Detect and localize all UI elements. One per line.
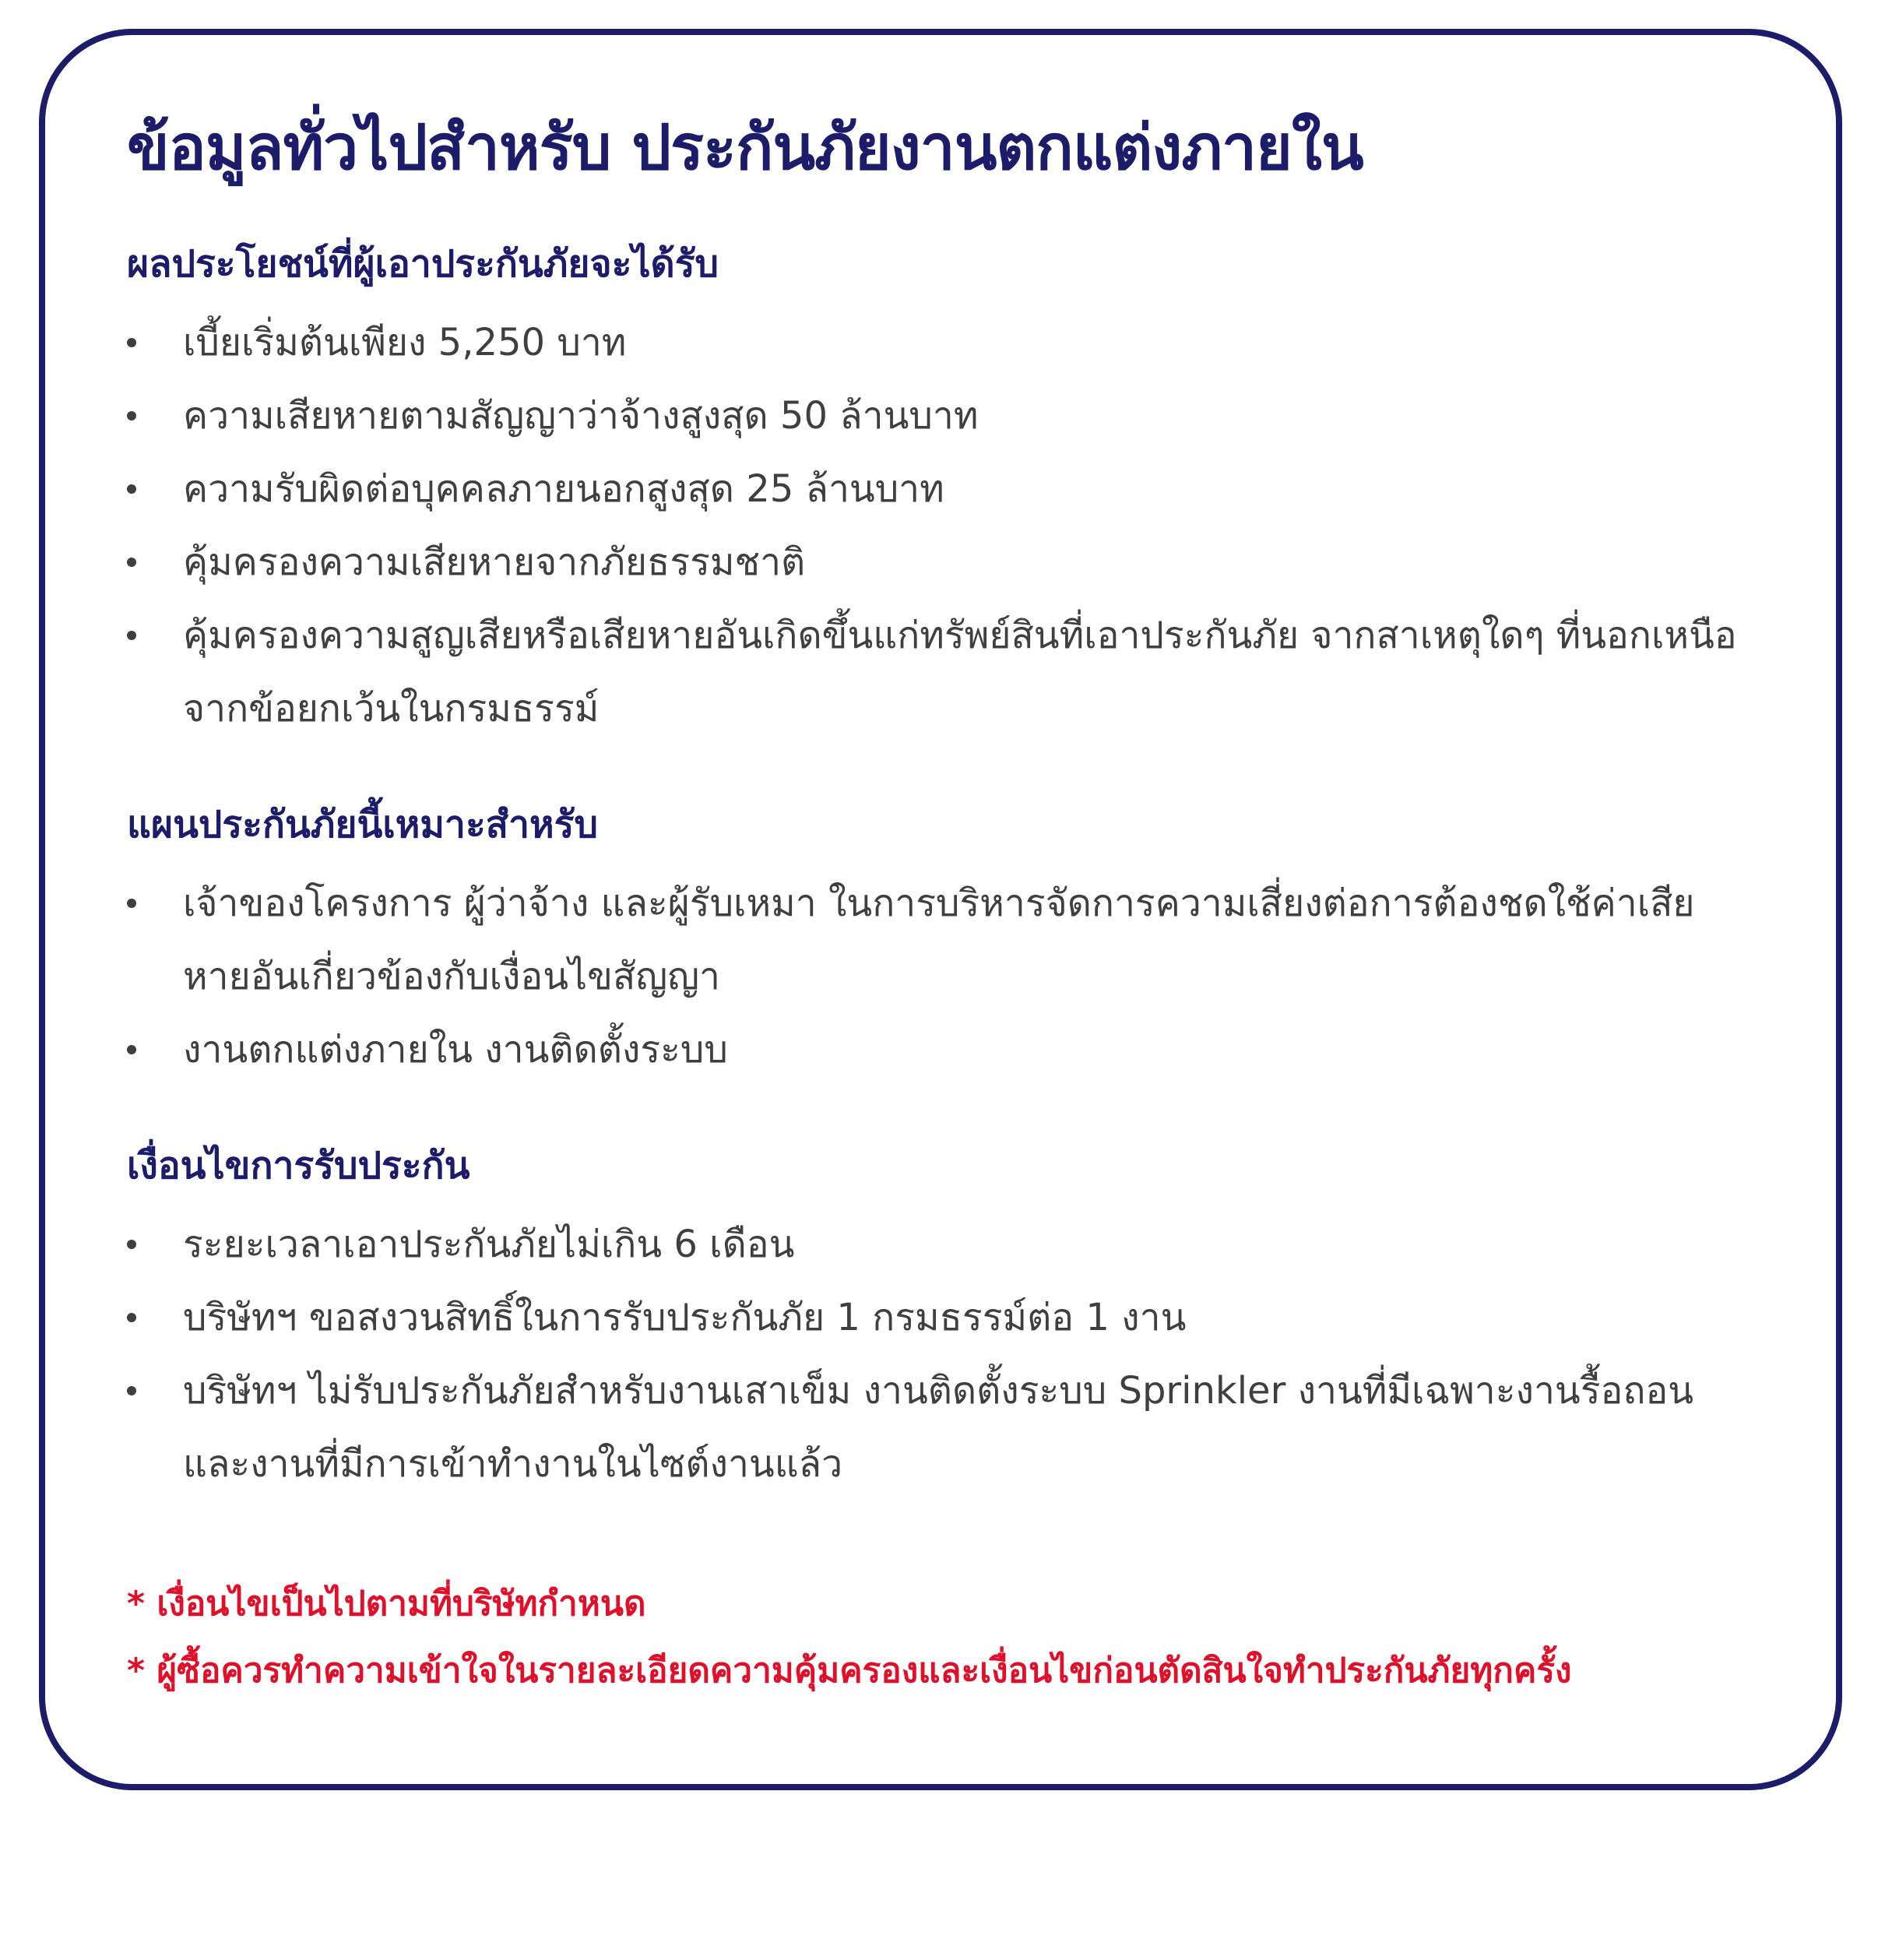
section-suitable-for: [127, 792, 1801, 1086]
bullet-dot-icon: [127, 484, 136, 494]
list-item-text: คุ้มครองความเสียหายจากภัยธรรมชาติ: [183, 540, 806, 584]
list-item: [127, 306, 1756, 379]
footnote: * ผู้ซื้อควรทำความเข้าใจในรายละเอียดความคุ้มครองและเงื่อนไขก่อนตัดสินใจทำประกันภัยทุกครั้ง: [127, 1651, 1572, 1691]
list-item-text: ระยะเวลาเอาประกันภัยไม่เกิน 6 เดือน: [183, 1223, 795, 1266]
list-item: [127, 1208, 1756, 1281]
list-item-text: เจ้าของโครงการ ผู้ว่าจ้าง และผู้รับเหมา ในการบริหารจัดการความเสี่ยงต่อการต้องชดใช้ค่าเสียหายอันเกี่ยวข้องกับเงื่อนไขสัญญา: [183, 881, 1695, 998]
section-benefits: [127, 231, 1801, 745]
list-item-text: บริษัทฯ ขอสงวนสิทธิ์ในการรับประกันภัย 1 กรมธรรม์ต่อ 1 งาน: [183, 1296, 1187, 1339]
section-heading: เงื่อนไขการรับประกัน: [127, 1144, 470, 1188]
bullet-list: [127, 1208, 1801, 1501]
bullet-list: [127, 867, 1801, 1086]
list-item-text: บริษัทฯ ไม่รับประกันภัยสำหรับงานเสาเข็ม งานติดตั้งระบบ Sprinkler งานที่มีเฉพาะงานรื้อถอน และงานที่มีการเข้าทำงานในไซต์งานแล้ว: [183, 1369, 1694, 1486]
bullet-dot-icon: [127, 338, 136, 347]
bullet-dot-icon: [127, 1240, 136, 1249]
card-content: [127, 105, 1801, 1705]
list-item-text: คุ้มครองความสูญเสียหรือเสียหายอันเกิดขึ้นแก่ทรัพย์สินที่เอาประกันภัย จากสาเหตุใดๆ ที่นอกเหนือจากข้อยกเว้นในกรมธรรม์: [183, 614, 1737, 730]
bullet-dot-icon: [127, 1045, 136, 1054]
bullet-dot-icon: [127, 899, 136, 908]
footnote: * เงื่อนไขเป็นไปตามที่บริษัทกำหนด: [127, 1584, 646, 1624]
section-heading: แผนประกันภัยนี้เหมาะสำหรับ: [127, 803, 598, 846]
list-item-text: เบี้ยเริ่มต้นเพียง 5,250 บาท: [183, 321, 627, 364]
list-item: [127, 1354, 1756, 1501]
bullet-dot-icon: [127, 411, 136, 421]
bullet-dot-icon: [127, 631, 136, 640]
page-title: ข้อมูลทั่วไปสำหรับ ประกันภัยงานตกแต่งภายใน: [127, 111, 1363, 184]
bullet-dot-icon: [127, 1313, 136, 1322]
list-item: [127, 1281, 1756, 1354]
section-conditions: [127, 1133, 1801, 1501]
bullet-dot-icon: [127, 1386, 136, 1395]
section-heading: ผลประโยชน์ที่ผู้เอาประกันภัยจะได้รับ: [127, 242, 719, 286]
list-item: [127, 452, 1756, 526]
list-item: [127, 867, 1756, 1013]
list-item-text: งานตกแต่งภายใน งานติดตั้งระบบ: [183, 1028, 728, 1071]
footnotes: [127, 1571, 1801, 1705]
info-card: [39, 29, 1842, 1790]
list-item: [127, 379, 1756, 452]
list-item: [127, 599, 1756, 745]
list-item-text: ความรับผิดต่อบุคคลภายนอกสูงสุด 25 ล้านบาท: [183, 467, 944, 511]
bullet-dot-icon: [127, 558, 136, 567]
list-item: [127, 526, 1756, 599]
list-item-text: ความเสียหายตามสัญญาว่าจ้างสูงสุด 50 ล้านบาท: [183, 394, 979, 438]
bullet-list: [127, 306, 1801, 745]
list-item: [127, 1013, 1756, 1086]
